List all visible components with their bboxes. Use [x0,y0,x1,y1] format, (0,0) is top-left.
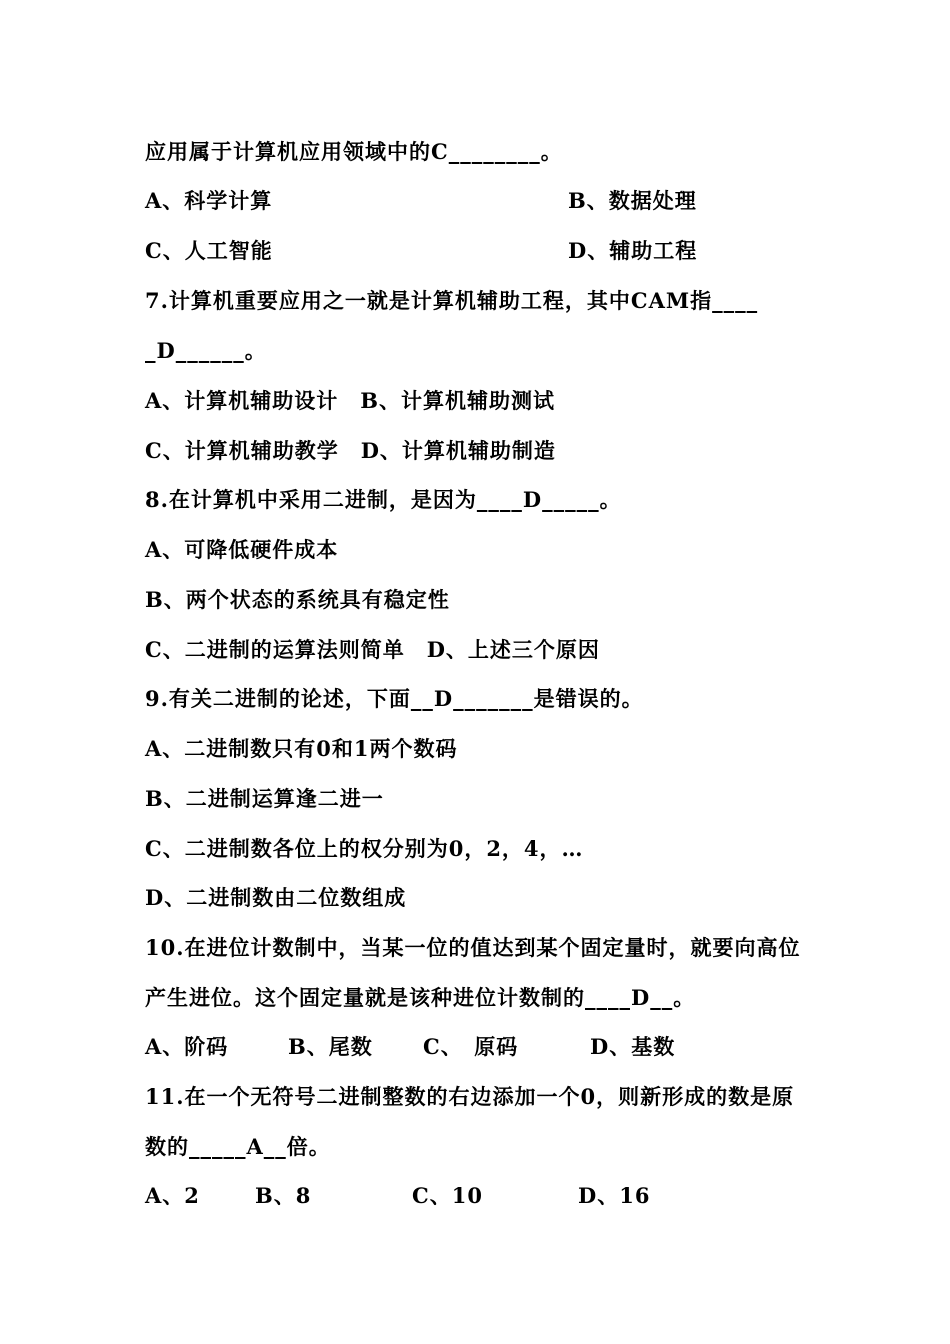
q8-option-a: A、可降低硬件成本 [145,537,339,562]
q7-options-cd: C、计算机辅助教学 D、计算机辅助制造 [145,438,556,463]
q6-option-d: D、辅助工程 [568,238,698,263]
q9-option-c: C、二进制数各位上的权分别为0，2，4，… [145,836,584,861]
q7-stem-cont: _D______。 [145,338,267,363]
q8-option-b: B、两个状态的系统具有稳定性 [145,587,450,612]
q7-options-ab: A、计算机辅助设计 B、计算机辅助测试 [145,388,556,413]
q9-option-d: D、二进制数由二位数组成 [145,885,407,910]
q10-option-a: A、阶码 [145,1034,229,1059]
q10-stem: 10.在进位计数制中，当某一位的值达到某个固定量时，就要向高位 [145,935,801,960]
q6-option-a: A、科学计算 [145,188,273,213]
q11-option-c: C、10 [412,1183,483,1208]
q7-stem: 7.计算机重要应用之一就是计算机辅助工程，其中CAM指____ [145,288,759,313]
q8-options-cd: C、二进制的运算法则简单 D、上述三个原因 [145,637,600,662]
q11-option-a: A、2 [145,1183,200,1208]
q10-option-c: C、 原码 [423,1034,519,1059]
q11-option-b: B、8 [255,1183,312,1208]
q9-stem: 9.有关二进制的论述，下面__D_______是错误的。 [145,686,644,711]
q11-stem: 11.在一个无符号二进制整数的右边添加一个0，则新形成的数是原 [145,1084,795,1109]
q8-stem: 8.在计算机中采用二进制，是因为____D_____。 [145,487,622,512]
q6-stem-tail: 应用属于计算机应用领域中的C________。 [145,139,563,164]
q6-option-c: C、人工智能 [145,238,273,263]
q9-option-a: A、二进制数只有0和1两个数码 [145,736,458,761]
q6-option-b: B、数据处理 [568,188,697,213]
q10-option-d: D、基数 [590,1034,676,1059]
q10-option-b: B、尾数 [288,1034,373,1059]
q11-stem-cont: 数的_____A__倍。 [145,1134,331,1159]
q9-option-b: B、二进制运算逢二进一 [145,786,384,811]
q11-option-d: D、16 [578,1183,651,1208]
q10-stem-cont: 产生进位。这个固定量就是该种进位计数制的____D__。 [145,985,696,1010]
